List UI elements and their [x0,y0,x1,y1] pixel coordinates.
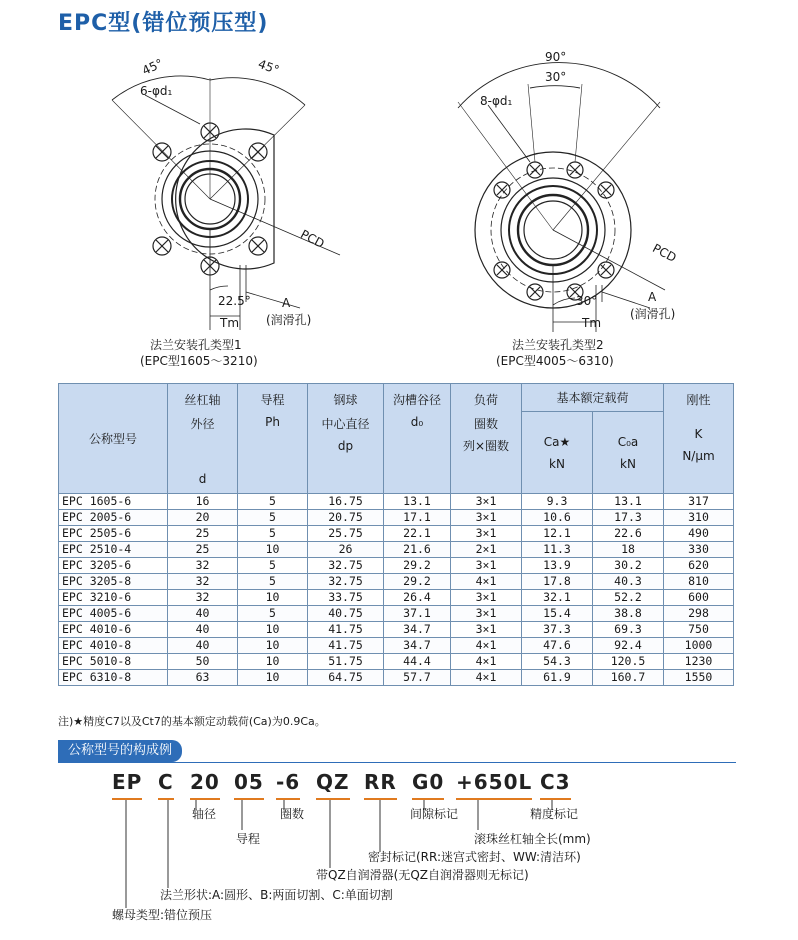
header-rigid-unit: N/μm [682,449,715,463]
cell-load: 3×1 [451,510,522,526]
left-pcd-label: PCD [298,226,327,252]
code-part-ep [112,770,142,794]
cell-ball: 25.75 [308,526,384,542]
cell-groove: 13.1 [384,494,451,510]
desc-qz: 带QZ自润滑器(无QZ自润滑器则无标记) [316,868,529,882]
left-a-label: A [282,296,291,310]
cell-lead: 10 [238,638,308,654]
cell-ball: 33.75 [308,590,384,606]
cell-ca: 13.9 [522,558,593,574]
right-tm-label: Tm [582,316,602,330]
code-part-turns [276,770,300,794]
header-load-line1: 负荷 [473,393,498,407]
left-tm-label: Tm [220,316,240,330]
table-row [59,606,734,622]
header-c0a [593,412,664,494]
cell-shaft: 40 [168,622,238,638]
cell-ca: 11.3 [522,542,593,558]
cell-ball: 41.75 [308,638,384,654]
cell-load: 4×1 [451,574,522,590]
cell-rigid: 810 [664,574,734,590]
cell-ca: 54.3 [522,654,593,670]
cell-c0a: 38.8 [593,606,664,622]
desc-seal: 密封标记(RR:迷宫式密封、WW:清洁环) [368,850,581,864]
cell-load: 3×1 [451,526,522,542]
cell-load: 2×1 [451,542,522,558]
cell-ball: 32.75 [308,558,384,574]
cell-rigid: 1000 [664,638,734,654]
cell-model: EPC 2505-6 [59,526,168,542]
code-part-qz-text: QZ [316,770,350,794]
cell-c0a: 40.3 [593,574,664,590]
cell-model: EPC 4005-6 [59,606,168,622]
desc-clearance: 间隙标记 [410,807,459,821]
left-lube-label: (润滑孔) [266,313,312,327]
code-part-accuracy [540,770,571,794]
composition-tab: 公称型号的构成例 [58,740,182,762]
desc-accuracy: 精度标记 [530,807,579,821]
cell-ball: 26 [308,542,384,558]
right-angle-outer: 90° [545,50,567,64]
page-title: EPC型(错位预压型) [58,11,269,36]
header-shaft [168,384,238,494]
code-part-turns-text: -6 [276,770,301,794]
cell-ball: 40.75 [308,606,384,622]
right-caption-1: 法兰安装孔类型2 [512,338,604,352]
cell-ball: 16.75 [308,494,384,510]
right-lube-label: (润滑孔) [630,307,676,321]
table-row [59,590,734,606]
cell-lead: 5 [238,574,308,590]
cell-ca: 12.1 [522,526,593,542]
footnote: 注)★精度C7以及Ct7的基本额定动载荷(Ca)为0.9Ca。 [58,715,326,728]
cell-load: 4×1 [451,638,522,654]
cell-model: EPC 6310-8 [59,670,168,686]
cell-shaft: 20 [168,510,238,526]
cell-load: 3×1 [451,606,522,622]
cell-shaft: 16 [168,494,238,510]
cell-model: EPC 2005-6 [59,510,168,526]
cell-lead: 5 [238,494,308,510]
cell-groove: 29.2 [384,558,451,574]
cell-c0a: 160.7 [593,670,664,686]
cell-rigid: 330 [664,542,734,558]
cell-load: 4×1 [451,670,522,686]
cell-c0a: 120.5 [593,654,664,670]
cell-groove: 57.7 [384,670,451,686]
cell-lead: 10 [238,542,308,558]
code-part-length [456,770,532,794]
cell-model: EPC 4010-8 [59,638,168,654]
cell-shaft: 25 [168,526,238,542]
header-ball-line2: 中心直径 [321,417,370,431]
cell-groove: 29.2 [384,574,451,590]
cell-model: EPC 3205-6 [59,558,168,574]
cell-model: EPC 3210-6 [59,590,168,606]
header-model: 公称型号 [59,384,168,494]
code-part-flange-text: C [158,770,174,794]
cell-lead: 10 [238,590,308,606]
cell-lead: 5 [238,526,308,542]
header-rigid-line2: K [694,427,703,441]
code-part-clearance-text: G0 [412,770,445,794]
cell-shaft: 40 [168,606,238,622]
cell-lead: 5 [238,558,308,574]
table-row [59,574,734,590]
header-rigid [664,384,734,494]
left-angle-top-right: 45° [256,56,282,78]
cell-load: 3×1 [451,558,522,574]
header-rigid-line1: 刚性 [686,393,711,407]
cell-rigid: 310 [664,510,734,526]
cell-ball: 51.75 [308,654,384,670]
code-part-ep-text: EP [112,770,143,794]
table-body [59,494,734,686]
cell-c0a: 18 [593,542,664,558]
header-shaft-line2: 外径 [190,417,215,431]
desc-turns: 圈数 [280,807,305,821]
cell-groove: 37.1 [384,606,451,622]
code-part-seal-text: RR [364,770,397,794]
cell-c0a: 17.3 [593,510,664,526]
table-row [59,622,734,638]
code-part-seal [364,770,397,794]
left-holes-label: 6-φd₁ [140,84,173,98]
header-lead [238,384,308,494]
cell-shaft: 32 [168,558,238,574]
code-part-qz [316,770,350,794]
header-ball-line1: 钢球 [333,393,358,407]
cell-ball: 20.75 [308,510,384,526]
header-ca-unit: kN [549,457,565,471]
cell-lead: 10 [238,654,308,670]
cell-c0a: 22.6 [593,526,664,542]
cell-c0a: 52.2 [593,590,664,606]
right-holes-label: 8-φd₁ [480,94,513,108]
table-row [59,638,734,654]
cell-lead: 10 [238,670,308,686]
cell-shaft: 40 [168,638,238,654]
right-angle-bottom: 30° [576,294,598,308]
table-row [59,654,734,670]
header-groove [384,384,451,494]
cell-shaft: 25 [168,542,238,558]
cell-shaft: 63 [168,670,238,686]
cell-c0a: 30.2 [593,558,664,574]
table-row [59,558,734,574]
cell-ca: 17.8 [522,574,593,590]
left-angle-bottom: 22.5° [218,294,251,308]
header-lead-unit: Ph [265,415,280,429]
cell-load: 3×1 [451,494,522,510]
cell-groove: 34.7 [384,622,451,638]
left-caption-2: (EPC型1605～3210) [140,354,258,368]
cell-c0a: 69.3 [593,622,664,638]
desc-nut: 螺母类型:错位预压 [112,908,213,922]
cell-model: EPC 3205-8 [59,574,168,590]
cell-lead: 5 [238,510,308,526]
cell-rigid: 490 [664,526,734,542]
cell-model: EPC 2510-4 [59,542,168,558]
header-load [451,384,522,494]
left-caption-1: 法兰安装孔类型1 [150,338,242,352]
cell-lead: 10 [238,622,308,638]
table-row [59,526,734,542]
desc-flange: 法兰形状:A:圆形、B:两面切割、C:单面切割 [160,888,393,902]
code-part-flange [158,770,174,794]
cell-model: EPC 4010-6 [59,622,168,638]
cell-c0a: 92.4 [593,638,664,654]
cell-model: EPC 5010-8 [59,654,168,670]
cell-ca: 32.1 [522,590,593,606]
left-angle-top-left: 45° [140,56,166,78]
header-ball [308,384,384,494]
code-part-shaft-text: 20 [190,770,220,794]
right-caption-2: (EPC型4005～6310) [496,354,614,368]
cell-ball: 41.75 [308,622,384,638]
cell-groove: 22.1 [384,526,451,542]
flange-drawings [0,40,798,380]
composition-rule [58,762,736,763]
right-a-label: A [648,290,657,304]
cell-c0a: 13.1 [593,494,664,510]
header-shaft-line1: 丝杠轴 [184,393,221,407]
header-c0a-unit: kN [620,457,636,471]
header-lead-line1: 导程 [260,393,285,407]
cell-rigid: 1230 [664,654,734,670]
flange-left-drawing [112,76,340,330]
desc-shaft: 轴径 [192,807,217,821]
cell-groove: 21.6 [384,542,451,558]
code-part-length-text: +650L [456,770,533,794]
header-ca [522,412,593,494]
table-row [59,510,734,526]
desc-lead: 导程 [236,832,261,846]
header-shaft-unit: d [198,472,207,486]
cell-ca: 15.4 [522,606,593,622]
desc-length: 滚珠丝杠轴全长(mm) [474,832,591,846]
code-part-lead-text: 05 [234,770,264,794]
cell-groove: 34.7 [384,638,451,654]
table-row [59,542,734,558]
table-row [59,670,734,686]
right-angle-inner: 30° [545,70,567,84]
header-load-unit: 列×圈数 [462,439,510,453]
cell-shaft: 32 [168,590,238,606]
header-groove-line1: 沟槽谷径 [392,393,441,407]
cell-ball: 64.75 [308,670,384,686]
header-ball-unit: dp [337,439,354,453]
cell-groove: 17.1 [384,510,451,526]
header-ca-line1: Ca★ [543,435,571,449]
code-part-accuracy-text: C3 [540,770,571,794]
cell-load: 3×1 [451,590,522,606]
cell-ca: 61.9 [522,670,593,686]
code-part-lead [234,770,264,794]
cell-rigid: 600 [664,590,734,606]
header-groove-unit: d₀ [410,415,424,429]
header-c0a-line1: C₀a [617,435,639,449]
cell-rigid: 298 [664,606,734,622]
cell-rigid: 620 [664,558,734,574]
cell-rigid: 1550 [664,670,734,686]
code-part-clearance [412,770,444,794]
cell-ca: 47.6 [522,638,593,654]
cell-ball: 32.75 [308,574,384,590]
cell-lead: 5 [238,606,308,622]
cell-ca: 37.3 [522,622,593,638]
header-load-line2: 圈数 [473,417,498,431]
cell-rigid: 750 [664,622,734,638]
table-row [59,494,734,510]
right-pcd-label: PCD [650,240,679,266]
cell-ca: 9.3 [522,494,593,510]
cell-ca: 10.6 [522,510,593,526]
header-rated-group: 基本额定载荷 [522,384,664,412]
cell-shaft: 50 [168,654,238,670]
cell-load: 3×1 [451,622,522,638]
spec-table [58,383,734,686]
cell-rigid: 317 [664,494,734,510]
cell-load: 4×1 [451,654,522,670]
cell-groove: 26.4 [384,590,451,606]
flange-diagrams [0,40,798,380]
cell-groove: 44.4 [384,654,451,670]
code-part-shaft [190,770,220,794]
cell-shaft: 32 [168,574,238,590]
cell-model: EPC 1605-6 [59,494,168,510]
